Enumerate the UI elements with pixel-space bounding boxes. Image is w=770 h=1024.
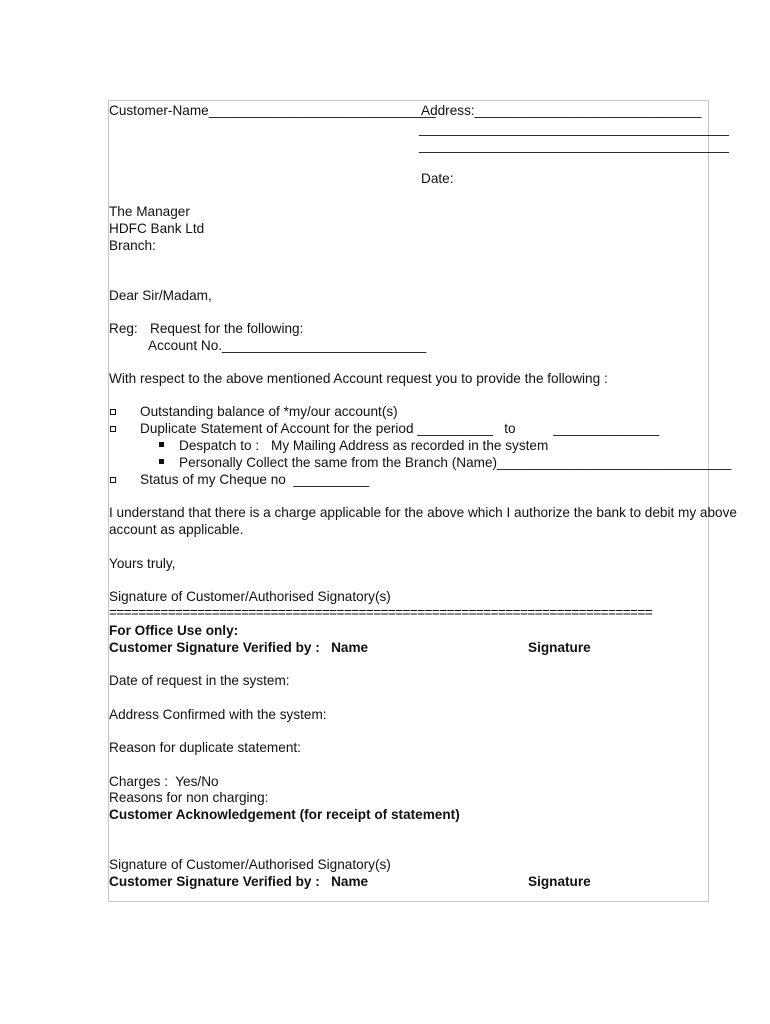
checkbox-outstanding-icon[interactable] — [110, 409, 116, 415]
charge-text-line1: I understand that there is a charge applicable for the above which I authorize the bank to debit my above — [109, 505, 737, 520]
checkbox-cheque-icon[interactable] — [110, 477, 116, 483]
office-signature-label: Signature — [528, 640, 591, 655]
charges-yes-no: Charges : Yes/No — [109, 774, 219, 789]
customer-name-field: Customer-Name______________________________ — [109, 103, 436, 118]
separator-line: ========================================================================== — [109, 605, 653, 620]
request-cheque: Status of my Cheque no __________ — [140, 472, 369, 487]
signature-label-2: Signature of Customer/Authorised Signatory(s) — [109, 857, 391, 872]
recipient-branch: Branch: — [109, 238, 156, 253]
reason-duplicate: Reason for duplicate statement: — [109, 740, 301, 755]
despatch-label: Despatch to : — [179, 438, 260, 453]
bullet-square-icon — [159, 442, 164, 447]
reg-subject: Request for the following: — [150, 321, 304, 336]
office-use-title: For Office Use only: — [109, 623, 239, 638]
reg-label: Reg: — [109, 321, 138, 336]
signature-label: Signature of Customer/Authorised Signatory(s) — [109, 589, 391, 604]
request-duplicate: Duplicate Statement of Account for the period __________ to ______________ — [140, 421, 660, 436]
address-line-3: _________________________________________ — [419, 138, 729, 153]
customer-acknowledgement: Customer Acknowledgement (for receipt of statement) — [109, 807, 460, 822]
bullet-square-icon — [159, 459, 164, 464]
address-line-2: _________________________________________ — [419, 121, 729, 136]
address-confirmed: Address Confirmed with the system: — [109, 707, 327, 722]
charge-text-line2: account as applicable. — [109, 522, 244, 537]
intro-text: With respect to the above mentioned Account request you to provide the following : — [109, 371, 608, 386]
closing: Yours truly, — [109, 556, 176, 571]
office-signature-label-2: Signature — [528, 874, 591, 889]
address-field: Address:______________________________ — [421, 103, 702, 118]
recipient-manager: The Manager — [109, 204, 190, 219]
reasons-non-charging: Reasons for non charging: — [109, 790, 269, 805]
despatch-value: My Mailing Address as recorded in the system — [271, 438, 549, 453]
request-outstanding: Outstanding balance of *my/our account(s) — [140, 404, 398, 419]
salutation: Dear Sir/Madam, — [109, 288, 212, 303]
date-of-request: Date of request in the system: — [109, 673, 290, 688]
account-number-field: Account No.___________________________ — [148, 338, 427, 353]
checkbox-duplicate-icon[interactable] — [110, 426, 116, 432]
verified-by-name-2: Customer Signature Verified by : Name — [109, 874, 369, 889]
verified-by-name: Customer Signature Verified by : Name — [109, 640, 369, 655]
recipient-bank: HDFC Bank Ltd — [109, 221, 205, 236]
collect-branch: Personally Collect the same from the Branch (Name)_______________________________ — [179, 455, 732, 470]
date-field: Date: — [421, 171, 454, 186]
